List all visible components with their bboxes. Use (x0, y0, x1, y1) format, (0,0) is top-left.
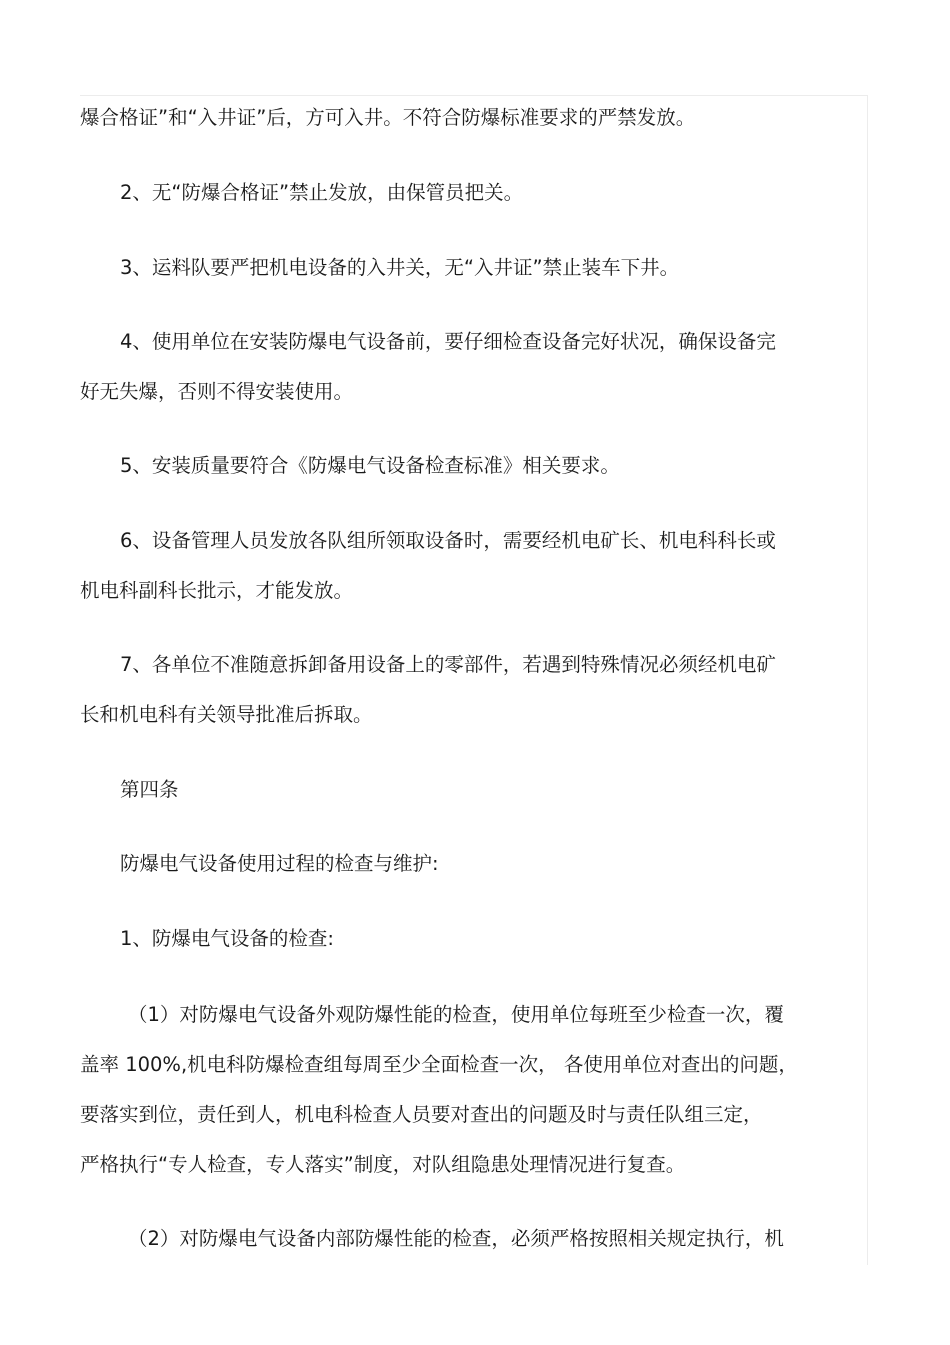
text-line: 6、设备管理人员发放各队组所领取设备时，需要经机电矿长、机电科科长或 (120, 529, 776, 552)
text-line: 2、无“防爆合格证”禁止发放，由保管员把关。 (120, 181, 524, 204)
text-line: 5、安装质量要符合《防爆电气设备检查标准》相关要求。 (120, 454, 620, 477)
text-line: （2）对防爆电气设备内部防爆性能的检查，必须严格按照相关规定执行，机 (128, 1227, 784, 1250)
text-line: 1、防爆电气设备的检查: (120, 927, 334, 950)
text-line: 7、各单位不准随意拆卸备用设备上的零部件，若遇到特殊情况必须经机电矿 (120, 653, 776, 676)
text-line: 爆合格证”和“入井证”后，方可入井。不符合防爆标准要求的严禁发放。 (80, 106, 696, 129)
text-line: （1）对防爆电气设备外观防爆性能的检查，使用单位每班至少检查一次，覆 (128, 1003, 784, 1026)
text-line: 防爆电气设备使用过程的检查与维护: (120, 852, 439, 875)
text-line: 机电科副科长批示，才能发放。 (80, 579, 354, 602)
section-heading: 第四条 (120, 778, 179, 801)
text-line: 好无失爆，否则不得安装使用。 (80, 380, 354, 403)
text-line: 盖率 100%,机电科防爆检查组每周至少全面检查一次， 各使用单位对查出的问题， (80, 1053, 798, 1076)
text-line: 4、使用单位在安装防爆电气设备前，要仔细检查设备完好状况，确保设备完 (120, 330, 776, 353)
text-line: 3、运料队要严把机电设备的入井关，无“入井证”禁止装车下井。 (120, 256, 680, 279)
text-line: 要落实到位，责任到人，机电科检查人员要对查出的问题及时与责任队组三定， (80, 1103, 763, 1126)
text-line: 严格执行“专人检查，专人落实”制度，对队组隐患处理情况进行复查。 (80, 1153, 686, 1176)
text-line: 长和机电科有关领导批准后拆取。 (80, 703, 373, 726)
